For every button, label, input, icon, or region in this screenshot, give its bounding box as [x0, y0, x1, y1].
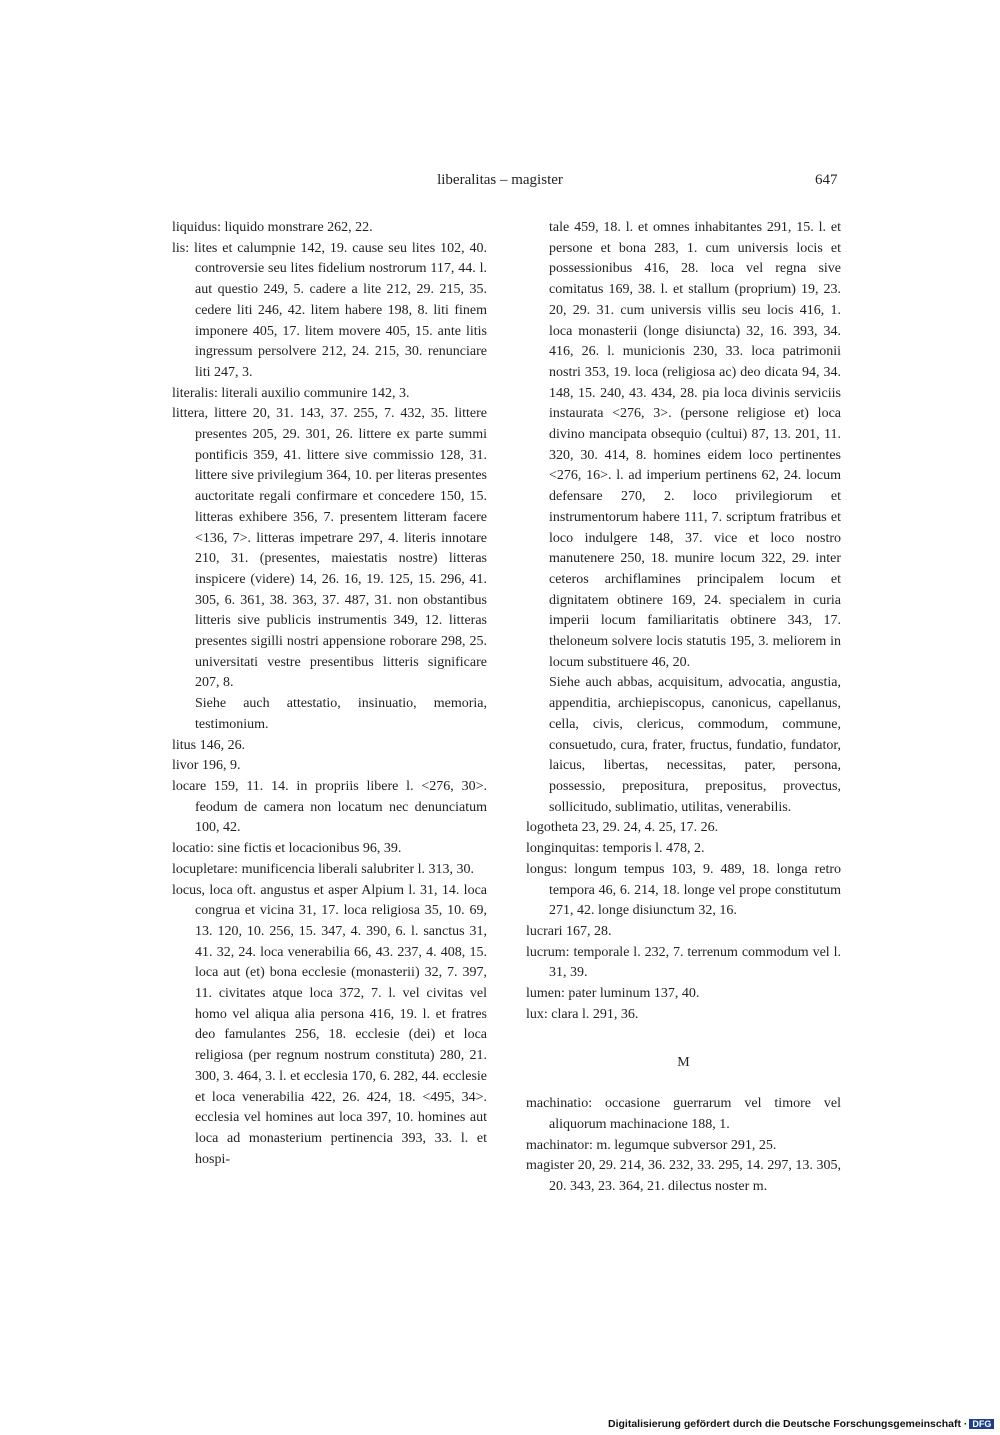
index-entry: lucrum: temporale l. 232, 7. terrenum commodum vel l. 31, 39.: [526, 944, 841, 981]
index-entry: longus: longum tempus 103, 9. 489, 18. longa retro tempora 46, 6. 214, 18. longe vel prope constitutum 271, 42. longe disiunctum 32, 16.: [526, 861, 841, 919]
right-column: [526, 218, 841, 1198]
index-entry: lis: lites et calumpnie 142, 19. cause seu lites 102, 40. controversie seu lites fidelium nostrorum 117, 44. l. aut questio 249, 5. cadere a lite 212, 29. 215, 35. cedere liti 246, 42. litem habere 198, 8. liti finem imponere 405, 17. litem movere 405, 15. ante litis ingressum persolvere 212, 24. 215, 30. renunciare liti 247, 3.: [172, 240, 487, 380]
footer-credit: Digitalisierung gefördert durch die Deutsche Forschungsgemeinschaft ·: [608, 1418, 968, 1430]
index-entry: longinquitas: temporis l. 478, 2.: [526, 841, 705, 857]
index-entry: lucrari 167, 28.: [526, 923, 612, 939]
index-entry-continued: tale 459, 18. l. et omnes inhabitantes 291, 15. l. et persone et bona 283, 1. cum universis locis et possessionibus 416, 28. loca vel regna sive comitatus 169, 38. l. et stallum (proprium) 19, 23. 20, 29. 31. cum universis villis seu locis 416, 1. loca monasterii (longe disiuncta) 32, 16. 393, 34. 416, 26. l. municionis 230, 33. loca patrimonii nostri 353, 19. loca (religiosa ac) deo dicata 94, 34. 148, 15. 240, 43. 434, 28. pia loca divinis serviciis instaurata <276, 3>. (persone religiose et) loca divino mancipata obsequio (cultui) 87, 13. 201, 11. 320, 30. 414, 8. homines eidem loco pertinentes <276, 16>. l. ad imperium pertinens 62, 24. locum defensare 270, 2. loco privilegiorum et instrumentorum habere 111, 7. scriptum fratribus et loco indulgere 148, 37. vice et loco nostro manutenere 250, 18. munire locum 322, 29. inter ceteros archiflamines principalem locum et dignitatem obtinere 169, 24. specialem in curia imperii locum familiaritatis obtinere 343, 17. theloneum solvere locis statutis 195, 3. meliorem in locum substituere 46, 20.: [549, 220, 841, 670]
index-entry: magister 20, 29. 214, 36. 232, 33. 295, 14. 297, 13. 305, 20. 343, 23. 364, 21. dilectus noster m.: [526, 1158, 841, 1194]
index-entry: littera, littere 20, 31. 143, 37. 255, 7. 432, 35. littere presentes 205, 29. 301, 26. littere ex parte summi pontificis 359, 41. littere sive commissio 128, 31. littere sive privilegium 364, 10. per literas presentes auctoritate regali confirmare et concedere 150, 15. litteras exhibere 356, 7. presentem litteram facere <136, 7>. litteras impetrare 297, 4. literis innotare 210, 31. (presentes, maiestatis nostre) litteras inspicere (videre) 14, 26. 16, 19. 125, 15. 296, 41. 305, 6. 361, 38. 363, 37. 487, 31. non obstantibus litteris sive publicis instrumentis 349, 12. litteras presentes sigilli nostri appensione roborare 298, 25. universitati vestre presentibus litteris significare 207, 8.: [172, 406, 487, 691]
index-entry: lux: clara l. 291, 36.: [526, 1006, 639, 1022]
index-entry: logotheta 23, 29. 24, 4. 25, 17. 26.: [526, 820, 719, 836]
index-entry: litus 146, 26.: [172, 737, 246, 753]
dfg-logo: DFG: [969, 1419, 994, 1429]
digitization-footer: [608, 1418, 1000, 1430]
running-title: liberalitas – magister: [437, 172, 563, 188]
cross-reference: Siehe auch abbas, acquisitum, advocatia, angustia, appenditia, archiepiscopus, canonicus, capellanus, cella, civis, clericus, commodum, commune, consuetudo, cura, frater, fructus, fundatio, fundator, laicus, libertas, necessitas, pater, persona, possessio, prepositura, prepositus, provectus, sollicitudo, sublimatio, utilitas, venerabilis.: [549, 675, 841, 815]
index-entry: machinatio: occasione guerrarum vel timore vel aliquorum machinacione 188, 1.: [526, 1096, 841, 1132]
section-letter: M: [677, 1055, 690, 1071]
index-entry: machinator: m. legumque subversor 291, 25.: [526, 1137, 777, 1153]
index-entry: locupletare: munificencia liberali salubriter l. 313, 30.: [172, 861, 475, 877]
index-entry: lumen: pater luminum 137, 40.: [526, 986, 700, 1002]
index-entry: locus, loca oft. angustus et asper Alpium l. 31, 14. loca congrua et vicina 31, 17. loca religiosa 35, 10. 69, 13. 120, 10. 256, 15. 347, 4. 390, 6. l. sanctus 31, 41. 32, 24. loca venerabilia 66, 43. 237, 4. 408, 15. loca aut (et) bona ecclesie (monasterii) 32, 7. 397, 11. civitates atque loca 372, 7. l. vel civitas vel homo vel aliqua alia persona 416, 19. l. et fratres deo famulantes 256, 18. ecclesie (dei) et loca religiosa (per regnum nostrum constituta) 280, 21. 300, 3. 464, 3. l. et ecclesia 170, 6. 282, 44. ecclesie et loca venerabilia 422, 26. 424, 18. <495, 34>. ecclesia vel homines aut loca 397, 10. homines aut loca ad monasterium pertinencia 393, 33. l. et hospi-: [172, 882, 487, 1167]
index-entry: liquidus: liquido monstrare 262, 22.: [172, 220, 373, 235]
index-entry: locare 159, 11. 14. in propriis libere l. <276, 30>. feodum de camera non locatum nec denunciatum 100, 42.: [172, 778, 487, 836]
left-column: [172, 218, 487, 1170]
index-entry: locatio: sine fictis et locacionibus 96, 39.: [172, 841, 402, 857]
index-entry: livor 196, 9.: [172, 758, 241, 774]
cross-reference: Siehe auch attestatio, insinuatio, memoria, testimonium.: [195, 696, 487, 732]
index-entry: literalis: literali auxilio communire 142, 3.: [172, 385, 410, 401]
page-number: 647: [815, 172, 838, 188]
